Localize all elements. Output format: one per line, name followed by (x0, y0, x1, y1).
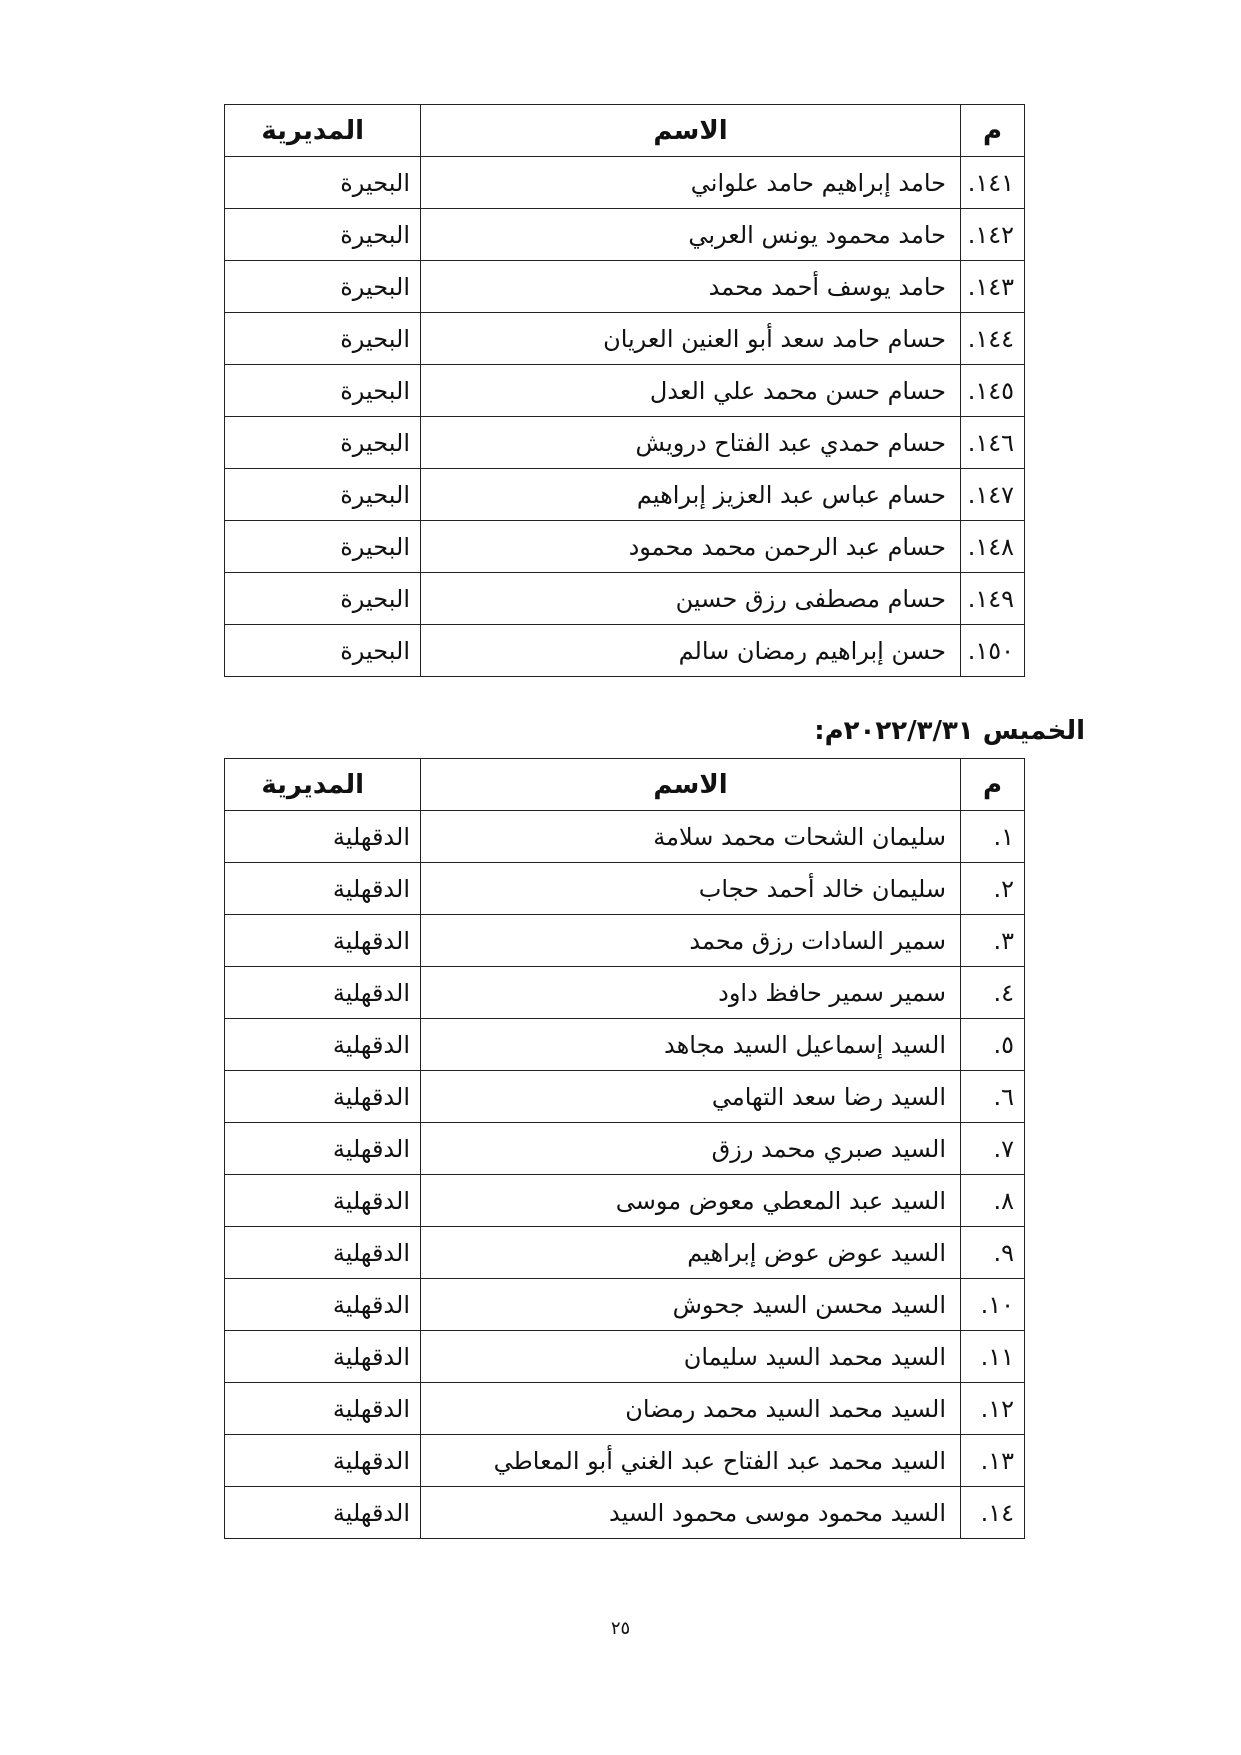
row-number: ١٤. (961, 1487, 1025, 1539)
row-number: ١٤٩. (961, 573, 1025, 625)
directorate-name: الدقهلية (225, 1175, 421, 1227)
table-row (225, 1227, 1025, 1279)
table-row (225, 313, 1025, 365)
table-row (225, 261, 1025, 313)
date-heading: الخميس ٢٠٢٢/٣/٣١م: (814, 716, 1085, 746)
page-number: ٢٥ (610, 1618, 631, 1639)
row-number: ١٤٧. (961, 469, 1025, 521)
row-number: ١٢. (961, 1383, 1025, 1435)
table-row (225, 209, 1025, 261)
table-row (225, 1331, 1025, 1383)
table-row (225, 915, 1025, 967)
directorate-name: البحيرة (225, 365, 421, 417)
person-name: حامد محمود يونس العربي (421, 209, 961, 261)
table-row (225, 417, 1025, 469)
header-directorate: المديرية (225, 759, 421, 811)
header-num: م (961, 759, 1025, 811)
person-name: حسام حسن محمد علي العدل (421, 365, 961, 417)
table-row (225, 365, 1025, 417)
person-name: حسام حامد سعد أبو العنين العريان (421, 313, 961, 365)
row-number: ٥. (961, 1019, 1025, 1071)
table-row (225, 967, 1025, 1019)
header-name: الاسم (421, 759, 961, 811)
row-number: ١١. (961, 1331, 1025, 1383)
row-number: ١٤٢. (961, 209, 1025, 261)
person-name: السيد محمد عبد الفتاح عبد الغني أبو المعاطي (421, 1435, 961, 1487)
person-name: حسام عبد الرحمن محمد محمود (421, 521, 961, 573)
table-row (225, 1487, 1025, 1539)
names-table-2 (224, 758, 1025, 1539)
directorate-name: الدقهلية (225, 1123, 421, 1175)
person-name: حسن إبراهيم رمضان سالم (421, 625, 961, 677)
row-number: ١٤٨. (961, 521, 1025, 573)
row-number: ١. (961, 811, 1025, 863)
table-row (225, 811, 1025, 863)
table-body (225, 811, 1025, 1539)
row-number: ٦. (961, 1071, 1025, 1123)
row-number: ١٤٥. (961, 365, 1025, 417)
table-row (225, 1383, 1025, 1435)
row-number: ٩. (961, 1227, 1025, 1279)
directorate-name: الدقهلية (225, 1435, 421, 1487)
header-name: الاسم (421, 105, 961, 157)
person-name: حامد يوسف أحمد محمد (421, 261, 961, 313)
person-name: سليمان الشحات محمد سلامة (421, 811, 961, 863)
person-name: سمير السادات رزق محمد (421, 915, 961, 967)
table-row (225, 1123, 1025, 1175)
directorate-name: البحيرة (225, 313, 421, 365)
table-row (225, 1279, 1025, 1331)
directorate-name: الدقهلية (225, 1071, 421, 1123)
person-name: سمير سمير حافظ داود (421, 967, 961, 1019)
names-table-1 (224, 104, 1025, 677)
person-name: السيد صبري محمد رزق (421, 1123, 961, 1175)
row-number: ١٠. (961, 1279, 1025, 1331)
header-num: م (961, 105, 1025, 157)
table-header-row (225, 105, 1025, 157)
directorate-name: الدقهلية (225, 1019, 421, 1071)
table-header-row (225, 759, 1025, 811)
person-name: حسام مصطفى رزق حسين (421, 573, 961, 625)
directorate-name: الدقهلية (225, 1331, 421, 1383)
directorate-name: الدقهلية (225, 863, 421, 915)
directorate-name: البحيرة (225, 157, 421, 209)
person-name: السيد إسماعيل السيد مجاهد (421, 1019, 961, 1071)
person-name: السيد محمود موسى محمود السيد (421, 1487, 961, 1539)
person-name: السيد محمد السيد سليمان (421, 1331, 961, 1383)
directorate-name: الدقهلية (225, 1487, 421, 1539)
directorate-name: الدقهلية (225, 915, 421, 967)
table-row (225, 1175, 1025, 1227)
table-body (225, 157, 1025, 677)
directorate-name: الدقهلية (225, 1279, 421, 1331)
table-row (225, 469, 1025, 521)
person-name: حامد إبراهيم حامد علواني (421, 157, 961, 209)
table-row (225, 573, 1025, 625)
directorate-name: البحيرة (225, 625, 421, 677)
directorate-name: الدقهلية (225, 1227, 421, 1279)
person-name: سليمان خالد أحمد حجاب (421, 863, 961, 915)
person-name: حسام حمدي عبد الفتاح درويش (421, 417, 961, 469)
directorate-name: الدقهلية (225, 811, 421, 863)
person-name: السيد محسن السيد جحوش (421, 1279, 961, 1331)
table-row (225, 1435, 1025, 1487)
header-directorate: المديرية (225, 105, 421, 157)
table-row (225, 1019, 1025, 1071)
directorate-name: الدقهلية (225, 1383, 421, 1435)
row-number: ٧. (961, 1123, 1025, 1175)
table-row (225, 521, 1025, 573)
directorate-name: الدقهلية (225, 967, 421, 1019)
person-name: السيد محمد السيد محمد رمضان (421, 1383, 961, 1435)
table-row (225, 863, 1025, 915)
row-number: ٤. (961, 967, 1025, 1019)
row-number: ٢. (961, 863, 1025, 915)
table-row (225, 157, 1025, 209)
person-name: السيد رضا سعد التهامي (421, 1071, 961, 1123)
directorate-name: البحيرة (225, 573, 421, 625)
directorate-name: البحيرة (225, 417, 421, 469)
row-number: ١٤١. (961, 157, 1025, 209)
person-name: السيد عبد المعطي معوض موسى (421, 1175, 961, 1227)
person-name: السيد عوض عوض إبراهيم (421, 1227, 961, 1279)
row-number: ٣. (961, 915, 1025, 967)
row-number: ١٤٤. (961, 313, 1025, 365)
person-name: حسام عباس عبد العزيز إبراهيم (421, 469, 961, 521)
row-number: ١٣. (961, 1435, 1025, 1487)
table-row (225, 625, 1025, 677)
row-number: ١٤٣. (961, 261, 1025, 313)
directorate-name: البحيرة (225, 261, 421, 313)
directorate-name: البحيرة (225, 209, 421, 261)
row-number: ١٤٦. (961, 417, 1025, 469)
row-number: ١٥٠. (961, 625, 1025, 677)
row-number: ٨. (961, 1175, 1025, 1227)
table-row (225, 1071, 1025, 1123)
directorate-name: البحيرة (225, 469, 421, 521)
directorate-name: البحيرة (225, 521, 421, 573)
